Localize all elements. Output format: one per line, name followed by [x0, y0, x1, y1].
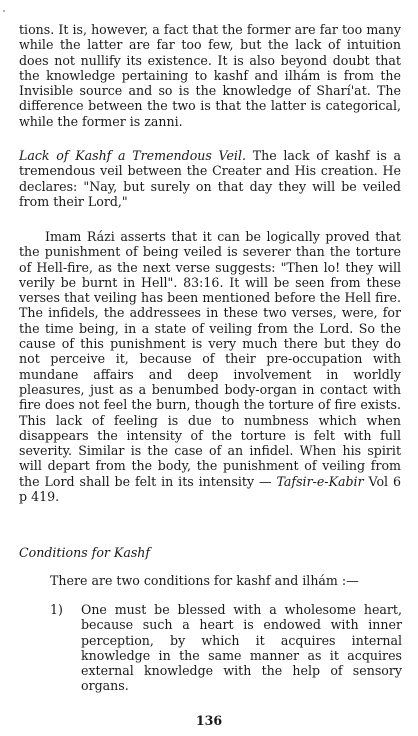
citation-title: Tafsir-e-Kabir [276, 473, 364, 489]
section-intro: There are two conditions for kashf and ilhám :— [50, 573, 359, 588]
list-item-number: 1) [50, 602, 63, 617]
list-item [50, 602, 402, 694]
paragraph-lead-heading: Lack of Kashf a Tremendous Veil. [19, 148, 246, 163]
paragraph-body: Imam Rázi asserts that it can be logically proved that the punishment of being veiled is severer than the torture of Hell-fire, as the next verse suggests: "Then lo! they will verily be burnt in Hell". 83:16. It will be seen from these verses that veiling has been mentioned before the Hell fire. The infidels, the addressees in these two verses, were, for the time being, in a state of veiling from the Lord. So the cause of this punishment is very much there but they do not perceive it, because of their pre-occupation with mundane affairs and deep involvement in worldly pleasures, just as a benumbed body-organ in contact with fire does not feel the burn, though the torture of fire exists. This lack of feeling is due to numbness which when disappears the intensity of the torture is felt with full severity. Similar is the case of an infidel. When his spirit will depart from the body, the punishment of veiling from the Lord shall be felt in its intensity — [19, 229, 401, 489]
paragraph-body: The lack of kashf is a tremendous veil between the Creater and His creation. He declares: "Nay, but surely on that day they will be veiled from their Lord," [19, 148, 401, 209]
section-heading: Conditions for Kashf [19, 545, 151, 560]
paragraph-imam-razi [19, 229, 401, 504]
list-item-text: One must be blessed with a wholesome heart, because such a heart is endowed with inner perception, by which it acquires internal knowledge in the same manner as it acquires external knowledge with the help of sensory organs. [81, 602, 402, 694]
paragraph-continuation: tions. It is, however, a fact that the former are far too many while the latter are far too few, but the lack of intuition does not nullify its existence. It is also beyond doubt that the knowledge pertaining to kashf and ilhám is from the Invisible source and so is the knowledge of Sharí'at. The difference between the two is that the latter is categorical, while the former is zanni. [19, 22, 401, 129]
paragraph-lack-of-kashf [19, 148, 401, 209]
citation-ref: Vol 6 p 419. [19, 473, 401, 505]
scan-speck [3, 10, 5, 12]
page-number: 136 [195, 713, 223, 728]
